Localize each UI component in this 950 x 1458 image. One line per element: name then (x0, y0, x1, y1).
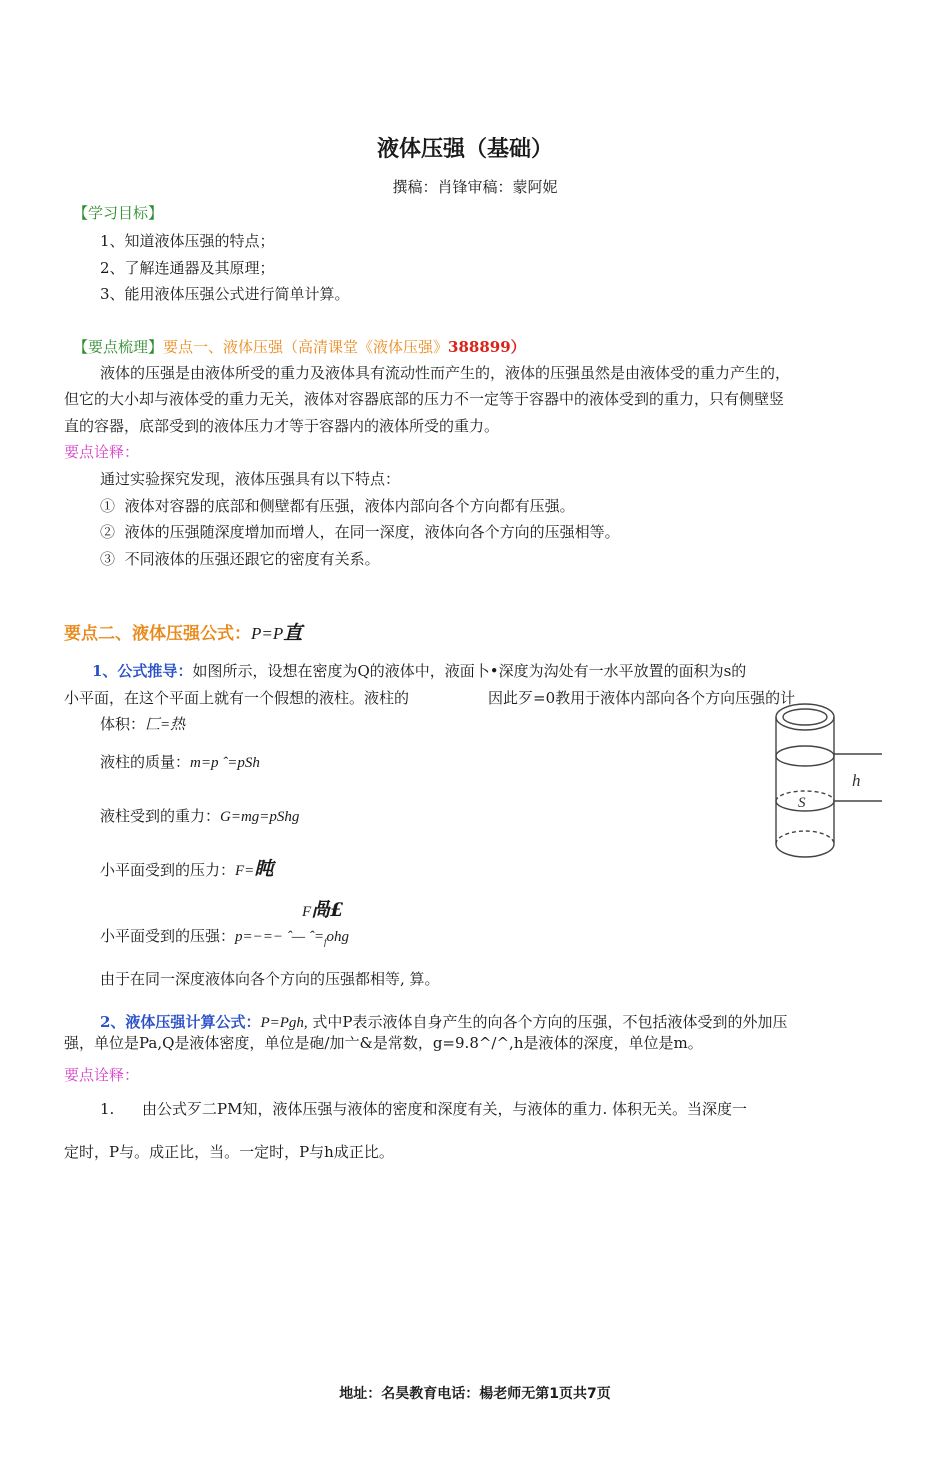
objective-item: 2、了解连通器及其原理； (100, 259, 275, 277)
derivation-overflow-text: 因此歹=0教用于液体内部向各个方向压强的计 (488, 689, 796, 707)
formula-line (100, 1012, 788, 1033)
pressure-fraction-top (302, 900, 343, 922)
summary-tag: 【要点梳理】 (73, 338, 164, 356)
page-title: 液体压强（基础） (376, 137, 553, 162)
section1-heading: 要点一、液体压强（高清课堂《液体压强》 (163, 338, 449, 356)
features-intro: 通过实验探究发现，液体压强具有以下特点： (100, 470, 401, 488)
feature-item (100, 549, 380, 569)
formula-line-2: 强，单位是Pa,Q是液体密度，单位是砲/加亠&是常数，g=9.8^/^,h是液体的深度，单位是m。 (64, 1034, 703, 1052)
volume-formula: 匚=热 (145, 717, 186, 733)
force-symbol: 盹 (254, 858, 274, 880)
pressure-line (100, 926, 349, 952)
feature-mark: ③ (100, 550, 116, 568)
cylinder-bottom-back (776, 831, 834, 844)
s-label: S (798, 795, 806, 811)
note-label: 要点诠释： (64, 443, 140, 461)
h-label: h (852, 771, 861, 790)
derivation-text: 如图所示，设想在密度为Q的液体中，液面卜•深度为沟处有一水平放置的面积为s的 (192, 662, 747, 680)
formula-expression: P=Pgh, (260, 1015, 308, 1031)
mass-line (100, 752, 260, 773)
section1-heading-line (73, 337, 526, 357)
derivation-text: 小平面，在这个平面上就有一个假想的液柱。液柱的 (64, 689, 410, 707)
gravity-label: 液柱受到的重力： (100, 807, 221, 825)
objective-item: 1、知道液体压强的特点； (100, 232, 275, 250)
derivation-line-2 (64, 688, 409, 708)
volume-label: 体积： (100, 715, 146, 733)
section1-paragraph-line: 但它的大小却与液体受的重力无关，液体对容器底部的压力不一定等于容器中的液体受到的重力，只有侧壁竖 (64, 390, 785, 408)
force-label: 小平面受到的压力： (100, 861, 236, 879)
feature-item (100, 496, 575, 516)
cylinder-diagram (760, 690, 890, 875)
cylinder-top-outer (776, 704, 834, 730)
mass-formula: m=p ˆ=pSh (190, 755, 260, 771)
section2-heading-symbol: 直 (283, 622, 303, 644)
section2-heading (64, 618, 302, 645)
cylinder-top-inner (783, 709, 827, 725)
formula-label: 2、液体压强计算公式： (100, 1013, 261, 1031)
feature-mark: ② (100, 523, 116, 541)
note-number: 1. (100, 1100, 115, 1118)
derivation-line (92, 661, 746, 681)
gravity-line (100, 806, 299, 827)
formula-text: 式中P表示液体自身产生的向各个方向的压强，不包括液体受到的外加压 (307, 1013, 788, 1031)
note-line-2: 定时，P与。成正比，当。一定时，P与h成正比。 (64, 1143, 394, 1161)
pressure-formula: p=−=− ˆ— ˆ= (235, 929, 324, 945)
page-footer: 地址：名昊教育电话：楊老师无第1页共7页 (339, 1386, 611, 1402)
note-label-2: 要点诠释： (64, 1066, 140, 1084)
force-line (100, 859, 273, 881)
gravity-formula: G=mg=pShg (220, 809, 300, 825)
force-formula: F= (235, 863, 255, 879)
mass-label: 液柱的质量： (100, 753, 191, 771)
section2-heading-formula: P=P (251, 624, 284, 643)
volume-line (100, 714, 185, 735)
pressure-subscript: f (323, 937, 327, 947)
section2-heading-text: 要点二、液体压强公式： (64, 624, 251, 644)
pressure-label: 小平面受到的压强： (100, 927, 236, 945)
section1-paragraph-line: 直的容器，底部受到的液体压力才等于容器内的液体所受的重力。 (64, 417, 500, 435)
author-line: 撰稿：肖锋审稿：蒙阿妮 (392, 178, 558, 196)
cylinder-bottom (776, 844, 834, 857)
note-line: 由公式歹二PM知，液体压强与液体的密度和深度有关，与液体的重力. 体积无关。当深度一 (142, 1100, 747, 1118)
section1-code: 388899） (448, 338, 526, 356)
feature-mark: ① (100, 497, 116, 515)
liquid-surface (776, 746, 834, 766)
feature-item (100, 522, 620, 542)
pressure-top-symbol: 咼£ (311, 899, 344, 921)
pressure-top-formula: F (302, 904, 312, 920)
objective-item: 3、能用液体压强公式进行简单计算。 (100, 285, 350, 303)
feature-text: 液体对容器的底部和侧壁都有压强，液体内部向各个方向都有压强。 (124, 497, 575, 515)
pressure-formula-tail: ohg (326, 929, 349, 945)
derivation-label: 1、公式推导： (92, 662, 193, 680)
conclusion-line: 由于在同一深度液体向各个方向的压强都相等, 算。 (100, 970, 440, 988)
section1-paragraph-line: 液体的压强是由液体所受的重力及液体具有流动性而产生的，液体的压强虽然是由液体受的重力产生的， (100, 364, 791, 382)
feature-text: 液体的压强随深度增加而增人，在同一深度，液体向各个方向的压强相等。 (124, 523, 620, 541)
objectives-heading: 【学习目标】 (73, 204, 164, 222)
feature-text: 不同液体的压强还跟它的密度有关系。 (124, 550, 380, 568)
